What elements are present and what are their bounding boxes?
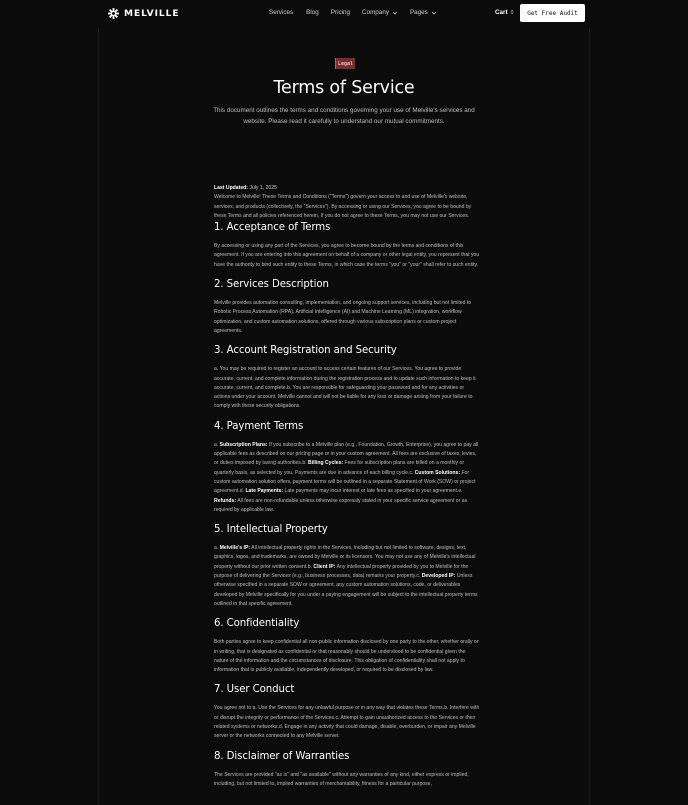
text-run: Late payments may incur interest or late fees as specified in your agreement.e.	[283, 488, 463, 495]
term-label: Billing Cycles:	[308, 460, 344, 467]
cart-link[interactable]	[495, 9, 513, 16]
section-body	[214, 441, 480, 515]
frame-line-left	[98, 28, 99, 805]
term-label: Refunds:	[214, 497, 237, 504]
section-services	[214, 278, 480, 336]
section-body	[214, 544, 480, 609]
section-body: Melville provides automation consulting, implementation, and ongoing support services, including but not limited to Robotic Process Automation (RPA), Artificial Intelligence (AI) and Machine Learning (ML) integration, workflow optimization, and custom automation solutions, offered through various subscription plans or custom project agreements.	[214, 300, 472, 334]
text-run: Any intellectual property provided by you to Melville for the purpose of delivering the Services (e.g., business processes, data) remains your property.c.	[214, 563, 469, 580]
term-label: Melville's IP:	[219, 545, 251, 552]
section-heading: 1. Acceptance of Terms	[214, 222, 331, 234]
section-body: a. You may be required to register an account to access certain features of our Services. You agree to provide accurate, current, and complete information during the registration process and to update such information to keep it accurate, current, and complete.b. You are responsible for safeguarding your password and for any activities or actions under your account. Melville cannot and will not be liable for any loss or damage arising from your failure to comply with these security obligations.	[214, 366, 476, 410]
section-body: Both parties agree to keep confidential all non-public information disclosed by one party to the other, whether orally or in writing, that is designated as confidential or that reasonably should be understood to be confidential given the nature of the information and the circumstances of disclosure. This obligation of confidentiality shall not apply to information that is publicly available, independently developed, or required to be disclosed by law.	[214, 639, 479, 674]
section-ip	[214, 523, 480, 609]
text-run: For custom automation solution offers, payment terms will be outlined in a separate Statement of Work (SOW) or project agreement.d.	[214, 469, 476, 495]
terms-content	[214, 184, 480, 797]
nav-links	[269, 9, 437, 16]
section-account	[214, 344, 480, 411]
brand-logo[interactable]	[108, 8, 180, 19]
brand-mark-icon	[108, 8, 119, 19]
page-title: Terms of Service	[273, 78, 415, 98]
last-updated-label: Last Updated:	[214, 185, 248, 191]
text-run: Fees for subscription plans are billed on a monthly or quarterly basis, as selected by you. Payments are due in advance of each billing cycle.c.	[214, 460, 465, 476]
chevron-down-icon	[392, 10, 398, 16]
last-updated-date: July 1, 2025	[249, 185, 277, 191]
nav-link-company-label: Company	[362, 9, 389, 16]
section-disclaimer	[214, 750, 480, 790]
section-heading: 3. Account Registration and Security	[214, 345, 397, 357]
term-label: Late Payments:	[245, 488, 284, 495]
section-acceptance	[214, 221, 480, 270]
text-run: Unless otherwise specified in a separate SOW or agreement, any custom automation solutions, code, or deliverables developed by Melville specifically for you under a paying engagement will be subject to the intellectual property terms outlined in that specific agreement.	[214, 573, 478, 607]
section-confidentiality	[214, 617, 480, 675]
legal-badge: Legal	[335, 58, 355, 69]
frame-line-right	[589, 28, 590, 805]
nav-link-pages[interactable]	[410, 9, 437, 16]
text-run: a.	[214, 441, 220, 448]
get-free-audit-button[interactable]: Get Free Audit	[520, 4, 585, 22]
section-user-conduct	[214, 683, 480, 741]
nav-link-services[interactable]: Services	[269, 9, 294, 16]
text-run: a.	[214, 545, 220, 552]
brand-name: MELVILLE	[124, 8, 180, 19]
term-label: Subscription Plans:	[219, 441, 268, 448]
section-heading: 7. User Conduct	[214, 684, 295, 696]
section-heading: 5. Intellectual Property	[214, 524, 328, 536]
section-body: The Services are provided "as is" and "as available" without any warranties of any kind, either express or implied, including, but not limited to, implied warranties of merchantability, fitness for a particular purpose,	[214, 771, 469, 787]
nav-link-pricing[interactable]: Pricing	[330, 9, 351, 16]
nav-link-company[interactable]	[362, 9, 398, 16]
intro-paragraph: Welcome to Melville! These Terms and Conditions ("Terms") govern your access to and use of Melville's website, services, and products (collectively, the "Services"). By accessing or using our Services, you agree to be bound by these Terms and all policies referenced herein. If you do not agree to these Terms, you may not use our Services.	[214, 194, 472, 219]
cart-count: 0	[510, 9, 514, 16]
section-heading: 2. Services Description	[214, 279, 329, 291]
cart-label: Cart	[495, 9, 508, 16]
section-body: You agree not to:a. Use the Services for any unlawful purpose or in any way that violates these Terms.b. Interfere with or disrupt the integrity or performance of the Services.c. Attempt to gain unauthorized access to the Services or their related systems or networks.d. Engage in any activity that could damage, disable, overburden, or impair any Melville server or the networks connected to any Melville server.	[214, 705, 480, 740]
text-run: If you subscribe to a Melville plan (e.g., Foundation, Growth, Enterprise), you agree to pay all applicable fees as described on our pricing page or in your custom agreement. All fees are exclusive of taxes, levies, or duties imposed by taxing authorities.b.	[214, 441, 479, 467]
last-updated	[214, 184, 480, 193]
page-subtitle: This document outlines the terms and conditions governing your use of Melville's services and website. Please read it carefully to understand our mutual commitments.	[213, 107, 475, 125]
text-run: All fees are non-refundable unless otherwise expressly stated in your specific service agreement or as required by applicable law.	[214, 497, 468, 513]
term-label: Client IP:	[313, 563, 336, 570]
section-heading: 6. Confidentiality	[214, 618, 300, 630]
nav-link-pages-label: Pages	[409, 9, 428, 16]
chevron-down-icon	[431, 10, 437, 16]
section-payment	[214, 420, 480, 515]
section-heading: 4. Payment Terms	[214, 420, 304, 432]
nav-link-blog[interactable]: Blog	[306, 9, 319, 16]
section-heading: 8. Disclaimer of Warranties	[214, 750, 350, 762]
term-label: Developed IP:	[421, 573, 456, 580]
text-run: All intellectual property rights in the Services, including but not limited to software, designs, text, graphics, logos, and trademarks, are owned by Melville or its licensors. You may not use any of Melville's intellectual property without our prior written consent.b.	[214, 545, 476, 570]
section-body: By accessing or using any part of the Services, you agree to become bound by the terms and conditions of this agreement. If you are entering into this agreement on behalf of a company or other legal entity, you represent that you have the authority to bind such entity to these Terms, in which case the terms "you" or "your" shall refer to such entity.	[214, 243, 480, 268]
top-nav	[0, 0, 688, 28]
term-label: Custom Solutions:	[414, 469, 461, 476]
